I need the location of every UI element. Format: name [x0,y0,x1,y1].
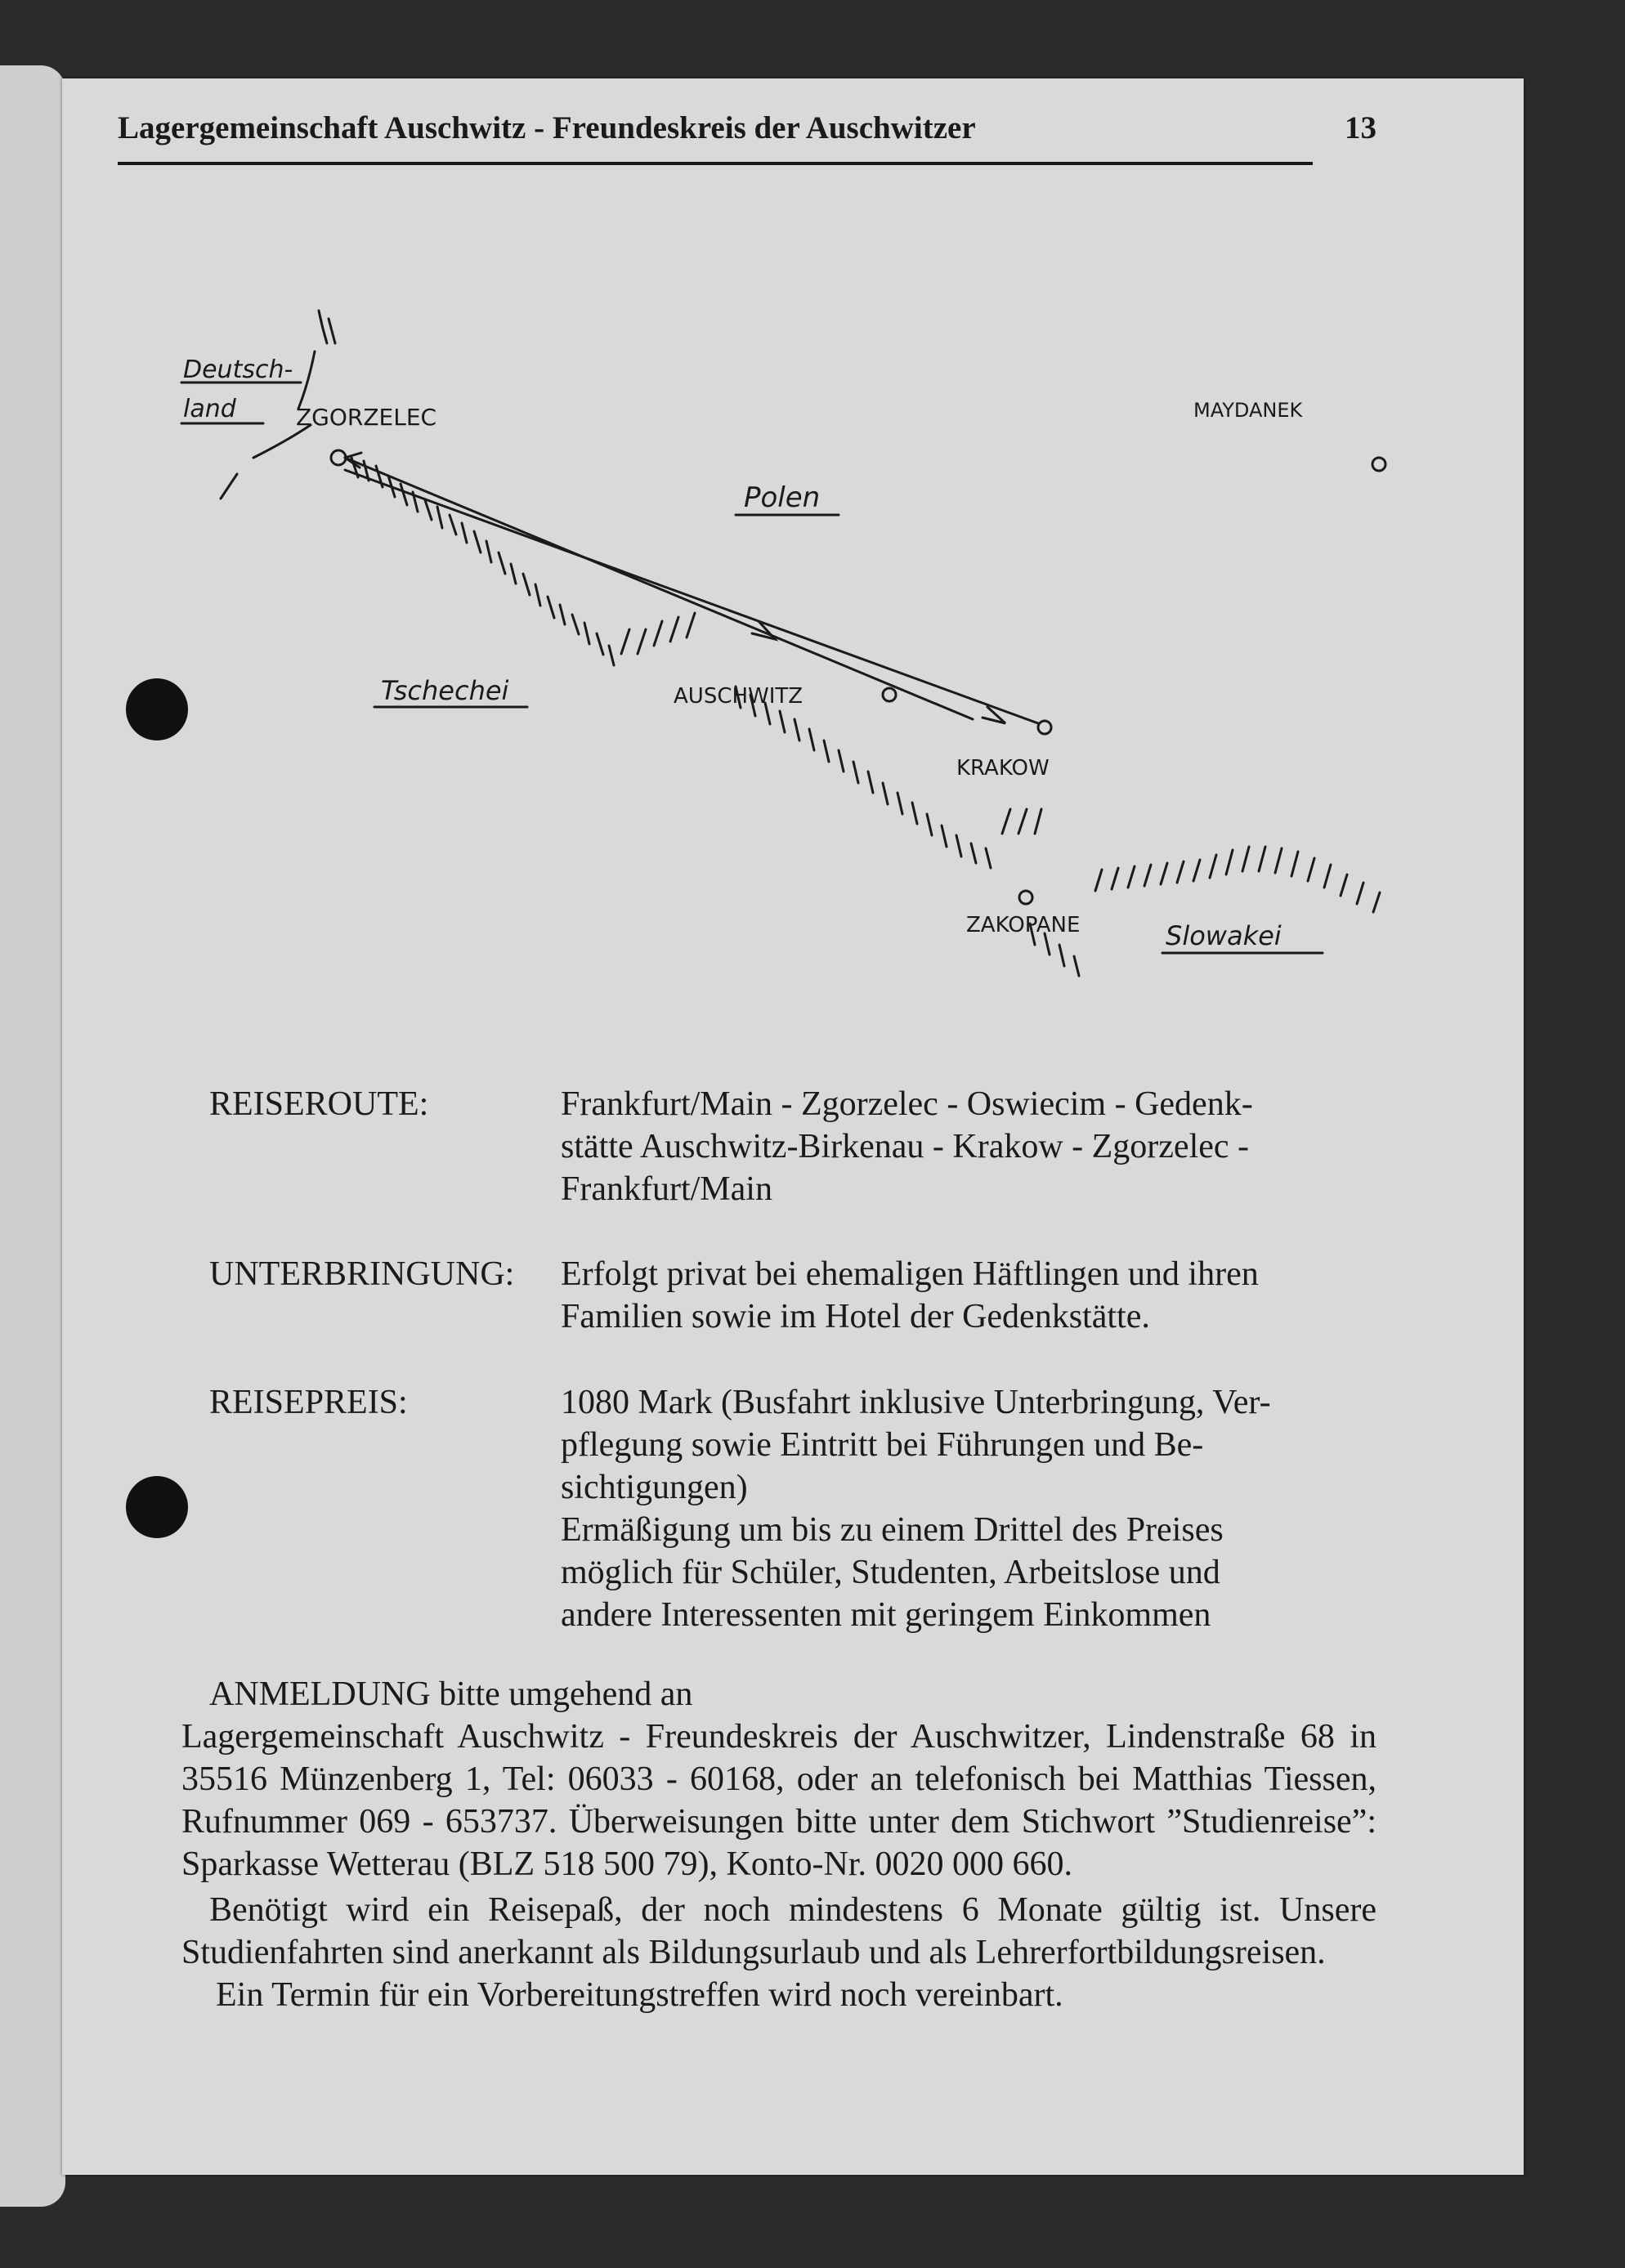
anmeldung-section [181,1673,1377,2016]
anmeldung-heading: ANMELDUNG bitte umgehend an [209,1675,693,1713]
info-value-reisepreis: 1080 Mark (Busfahrt inklusive Unterbringung, Ver- pflegung sowie Eintritt bei Führungen und Be- sichtigungen) Ermäßigung um bis zu einem Drittel des Preises möglich für Schüler, Studenten, Arbeitslose und andere Interessenten mit geringem Einkommen [561,1384,1271,1634]
page-number: 13 [1345,110,1377,145]
city-dot-majdanek [1372,458,1386,471]
info-value-reiseroute: Frankfurt/Main - Zgorzelec - Oswiecim - Gedenk- stätte Auschwitz-Birkenau - Krakow - Zgorzelec - Frankfurt/Main [561,1085,1253,1208]
info-value-unterbringung: Erfolgt privat bei ehemaligen Häftlingen und ihren Familien sowie im Hotel der Gedenkstätte. [561,1255,1259,1335]
city-dot-krakow [1038,721,1051,734]
border-slovakia-east [1095,847,1380,912]
city-dot-zakopane [1019,891,1032,904]
map-label-majdanek: MAYDANEK [1193,399,1303,422]
running-header [118,110,1377,146]
map-label-polen: Polen [744,481,821,514]
border-czech-2 [621,613,695,654]
info-label-unterbringung: UNTERBRINGUNG: [209,1255,515,1293]
adjacent-page-edge [0,65,65,2207]
map-label-krakow: KRAKOW [956,756,1050,781]
header-rule [118,162,1313,165]
punch-hole-bottom [126,1476,188,1538]
city-dot-auschwitz [883,688,896,701]
anmeldung-body: Lagergemeinschaft Auschwitz - Freundeskreis der Auschwitzer, Lindenstraße 68 in 35516 Münzenberg 1, Tel: 06033 - 60168, oder an telefonisch bei Matthias Tiessen, Rufnummer 069 - 653737. Überweisungen bitte unter dem Stichwort ”Studienreise”: Sparkasse Wetterau (BLZ 518 500 79), Konto-Nr. 0020 000 660. [181,1718,1377,1883]
map-label-slowakei: Slowakei [1166,920,1282,951]
route-sketch-map [114,262,1422,1046]
map-label-auschwitz: AUSCHWITZ [674,684,804,709]
border-czech [351,458,614,665]
map-label-tschechei: Tschechei [381,675,509,706]
info-label-reiseroute: REISEROUTE: [209,1085,429,1123]
reisepass-paragraph: Benötigt wird ein Reisepaß, der noch mindestens 6 Monate gültig ist. Unsere Studienfahrten sind anerkannt als Bildungsurlaub und als Lehrerfortbildungsreisen. [181,1891,1377,1971]
map-label-deutschland-1: Deutsch- [183,356,293,384]
termin-paragraph: Ein Termin für ein Vorbereitungstreffen wird noch vereinbart. [216,1976,1063,2014]
city-dot-zgorzelec [331,450,346,465]
map-label-deutschland-2: land [183,395,236,423]
map-label-zgorzelec: ZGORZELEC [296,404,437,431]
map-label-zakopane: ZAKOPANE [966,913,1081,937]
header-title: Lagergemeinschaft Auschwitz - Freundeskreis der Auschwitzer [118,110,976,145]
info-label-reisepreis: REISEPREIS: [209,1384,408,1421]
